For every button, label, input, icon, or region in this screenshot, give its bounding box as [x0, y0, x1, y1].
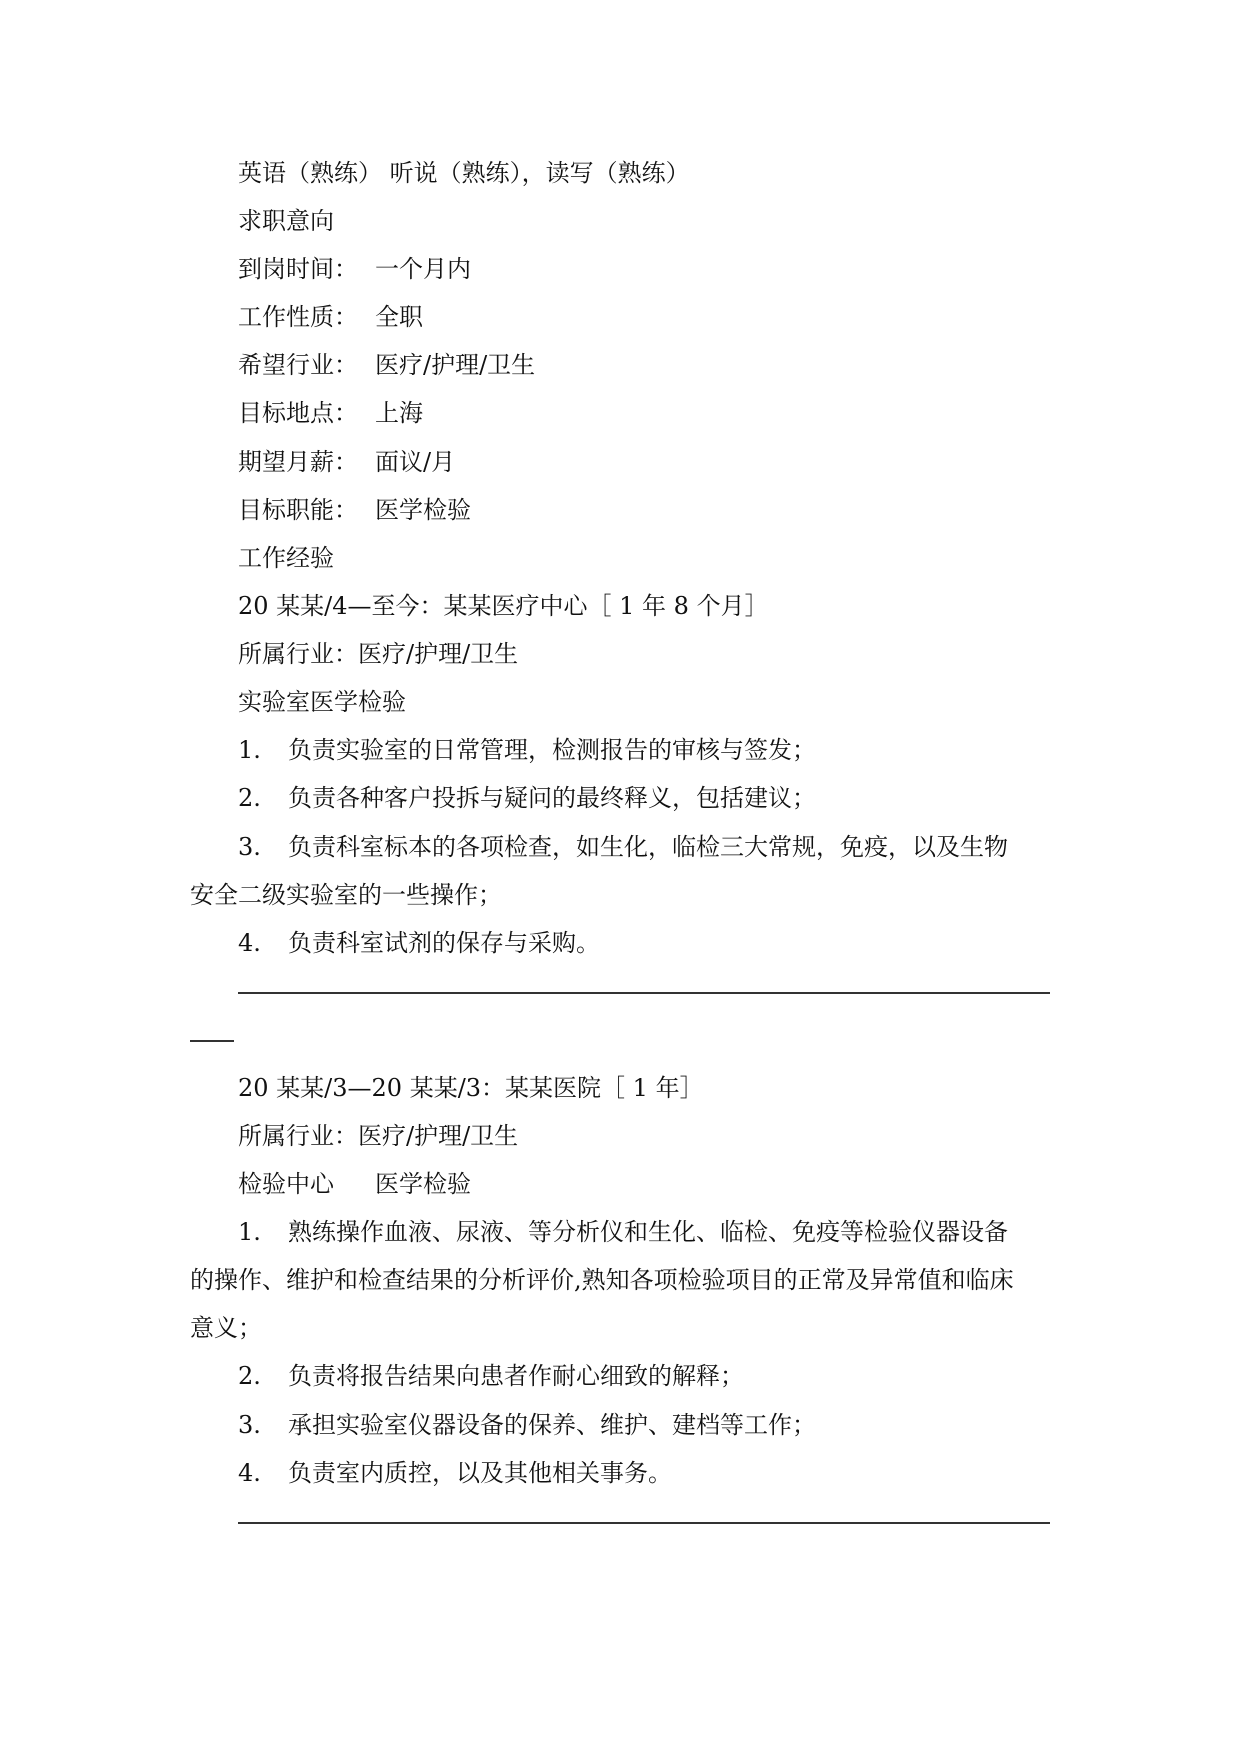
duty-text: 承担实验室仪器设备的保养、维护、建档等工作；	[288, 1411, 816, 1439]
separator-line-tail	[190, 1040, 234, 1042]
intent-value: 一个月内	[375, 255, 471, 283]
intent-label: 期望月薪：	[238, 448, 358, 476]
duty-number: 1.	[238, 1218, 261, 1246]
duty-text: 负责将报告结果向患者作耐心细致的解释；	[288, 1362, 744, 1390]
intent-item	[238, 302, 423, 332]
intent-label: 工作性质：	[238, 303, 358, 331]
intent-label: 目标地点：	[238, 399, 358, 427]
intent-value: 面议/月	[375, 448, 456, 476]
intent-heading: 求职意向	[238, 207, 334, 235]
duty-text: 负责实验室的日常管理，检测报告的审核与签发；	[288, 736, 816, 764]
separator-line	[238, 1522, 1050, 1524]
duty-number: 4.	[238, 929, 261, 957]
intent-item	[238, 398, 423, 428]
duty-text: 负责室内质控，以及其他相关事务。	[288, 1459, 672, 1487]
duty-number: 2.	[238, 784, 261, 812]
duty-number: 2.	[238, 1362, 261, 1390]
job-department: 实验室医学检验	[238, 688, 406, 716]
duty-item	[238, 735, 816, 765]
job-department	[238, 1169, 471, 1199]
intent-item	[238, 495, 471, 525]
duty-continuation: 的操作、维护和检查结果的分析评价,熟知各项检验项目的正常及异常值和临床	[190, 1266, 1014, 1294]
duty-item	[238, 832, 1008, 862]
duty-item	[238, 928, 600, 958]
duty-item	[238, 1217, 1008, 1247]
duty-item	[238, 1410, 816, 1440]
intent-value: 全职	[375, 303, 423, 331]
experience-heading: 工作经验	[238, 544, 334, 572]
duty-number: 4.	[238, 1459, 261, 1487]
intent-item	[238, 254, 471, 284]
intent-label: 目标职能：	[238, 496, 358, 524]
duty-continuation: 安全二级实验室的一些操作；	[190, 881, 502, 909]
duty-text: 负责科室试剂的保存与采购。	[288, 929, 600, 957]
intent-value: 医疗/护理/卫生	[375, 351, 536, 379]
intent-item	[238, 447, 455, 477]
duty-text: 负责科室标本的各项检查，如生化，临检三大常规，免疫，以及生物	[288, 833, 1008, 861]
intent-item	[238, 350, 535, 380]
department-role: 医学检验	[375, 1170, 471, 1198]
duty-text: 负责各种客户投拆与疑问的最终释义，包括建议；	[288, 784, 816, 812]
duty-item	[238, 783, 816, 813]
intent-label: 到岗时间：	[238, 255, 358, 283]
duty-text: 熟练操作血液、尿液、等分析仪和生化、临检、免疫等检验仪器设备	[288, 1218, 1008, 1246]
job-industry: 所属行业：医疗/护理/卫生	[238, 1122, 519, 1150]
separator-line	[238, 992, 1050, 994]
duty-continuation: 意义；	[190, 1314, 262, 1342]
duty-number: 1.	[238, 736, 261, 764]
duty-number: 3.	[238, 1411, 261, 1439]
job-period: 20 某某/3—20 某某/3：某某医院［ 1 年］	[238, 1074, 704, 1102]
duty-number: 3.	[238, 833, 261, 861]
job-period: 20 某某/4—至今：某某医疗中心［ 1 年 8 个月］	[238, 592, 769, 620]
language-skill: 英语（熟练） 听说（熟练），读写（熟练）	[238, 159, 690, 187]
intent-value: 上海	[375, 399, 423, 427]
duty-item	[238, 1458, 672, 1488]
duty-item	[238, 1361, 744, 1391]
department-name: 检验中心	[238, 1170, 334, 1198]
intent-value: 医学检验	[375, 496, 471, 524]
job-industry: 所属行业：医疗/护理/卫生	[238, 640, 519, 668]
intent-label: 希望行业：	[238, 351, 358, 379]
